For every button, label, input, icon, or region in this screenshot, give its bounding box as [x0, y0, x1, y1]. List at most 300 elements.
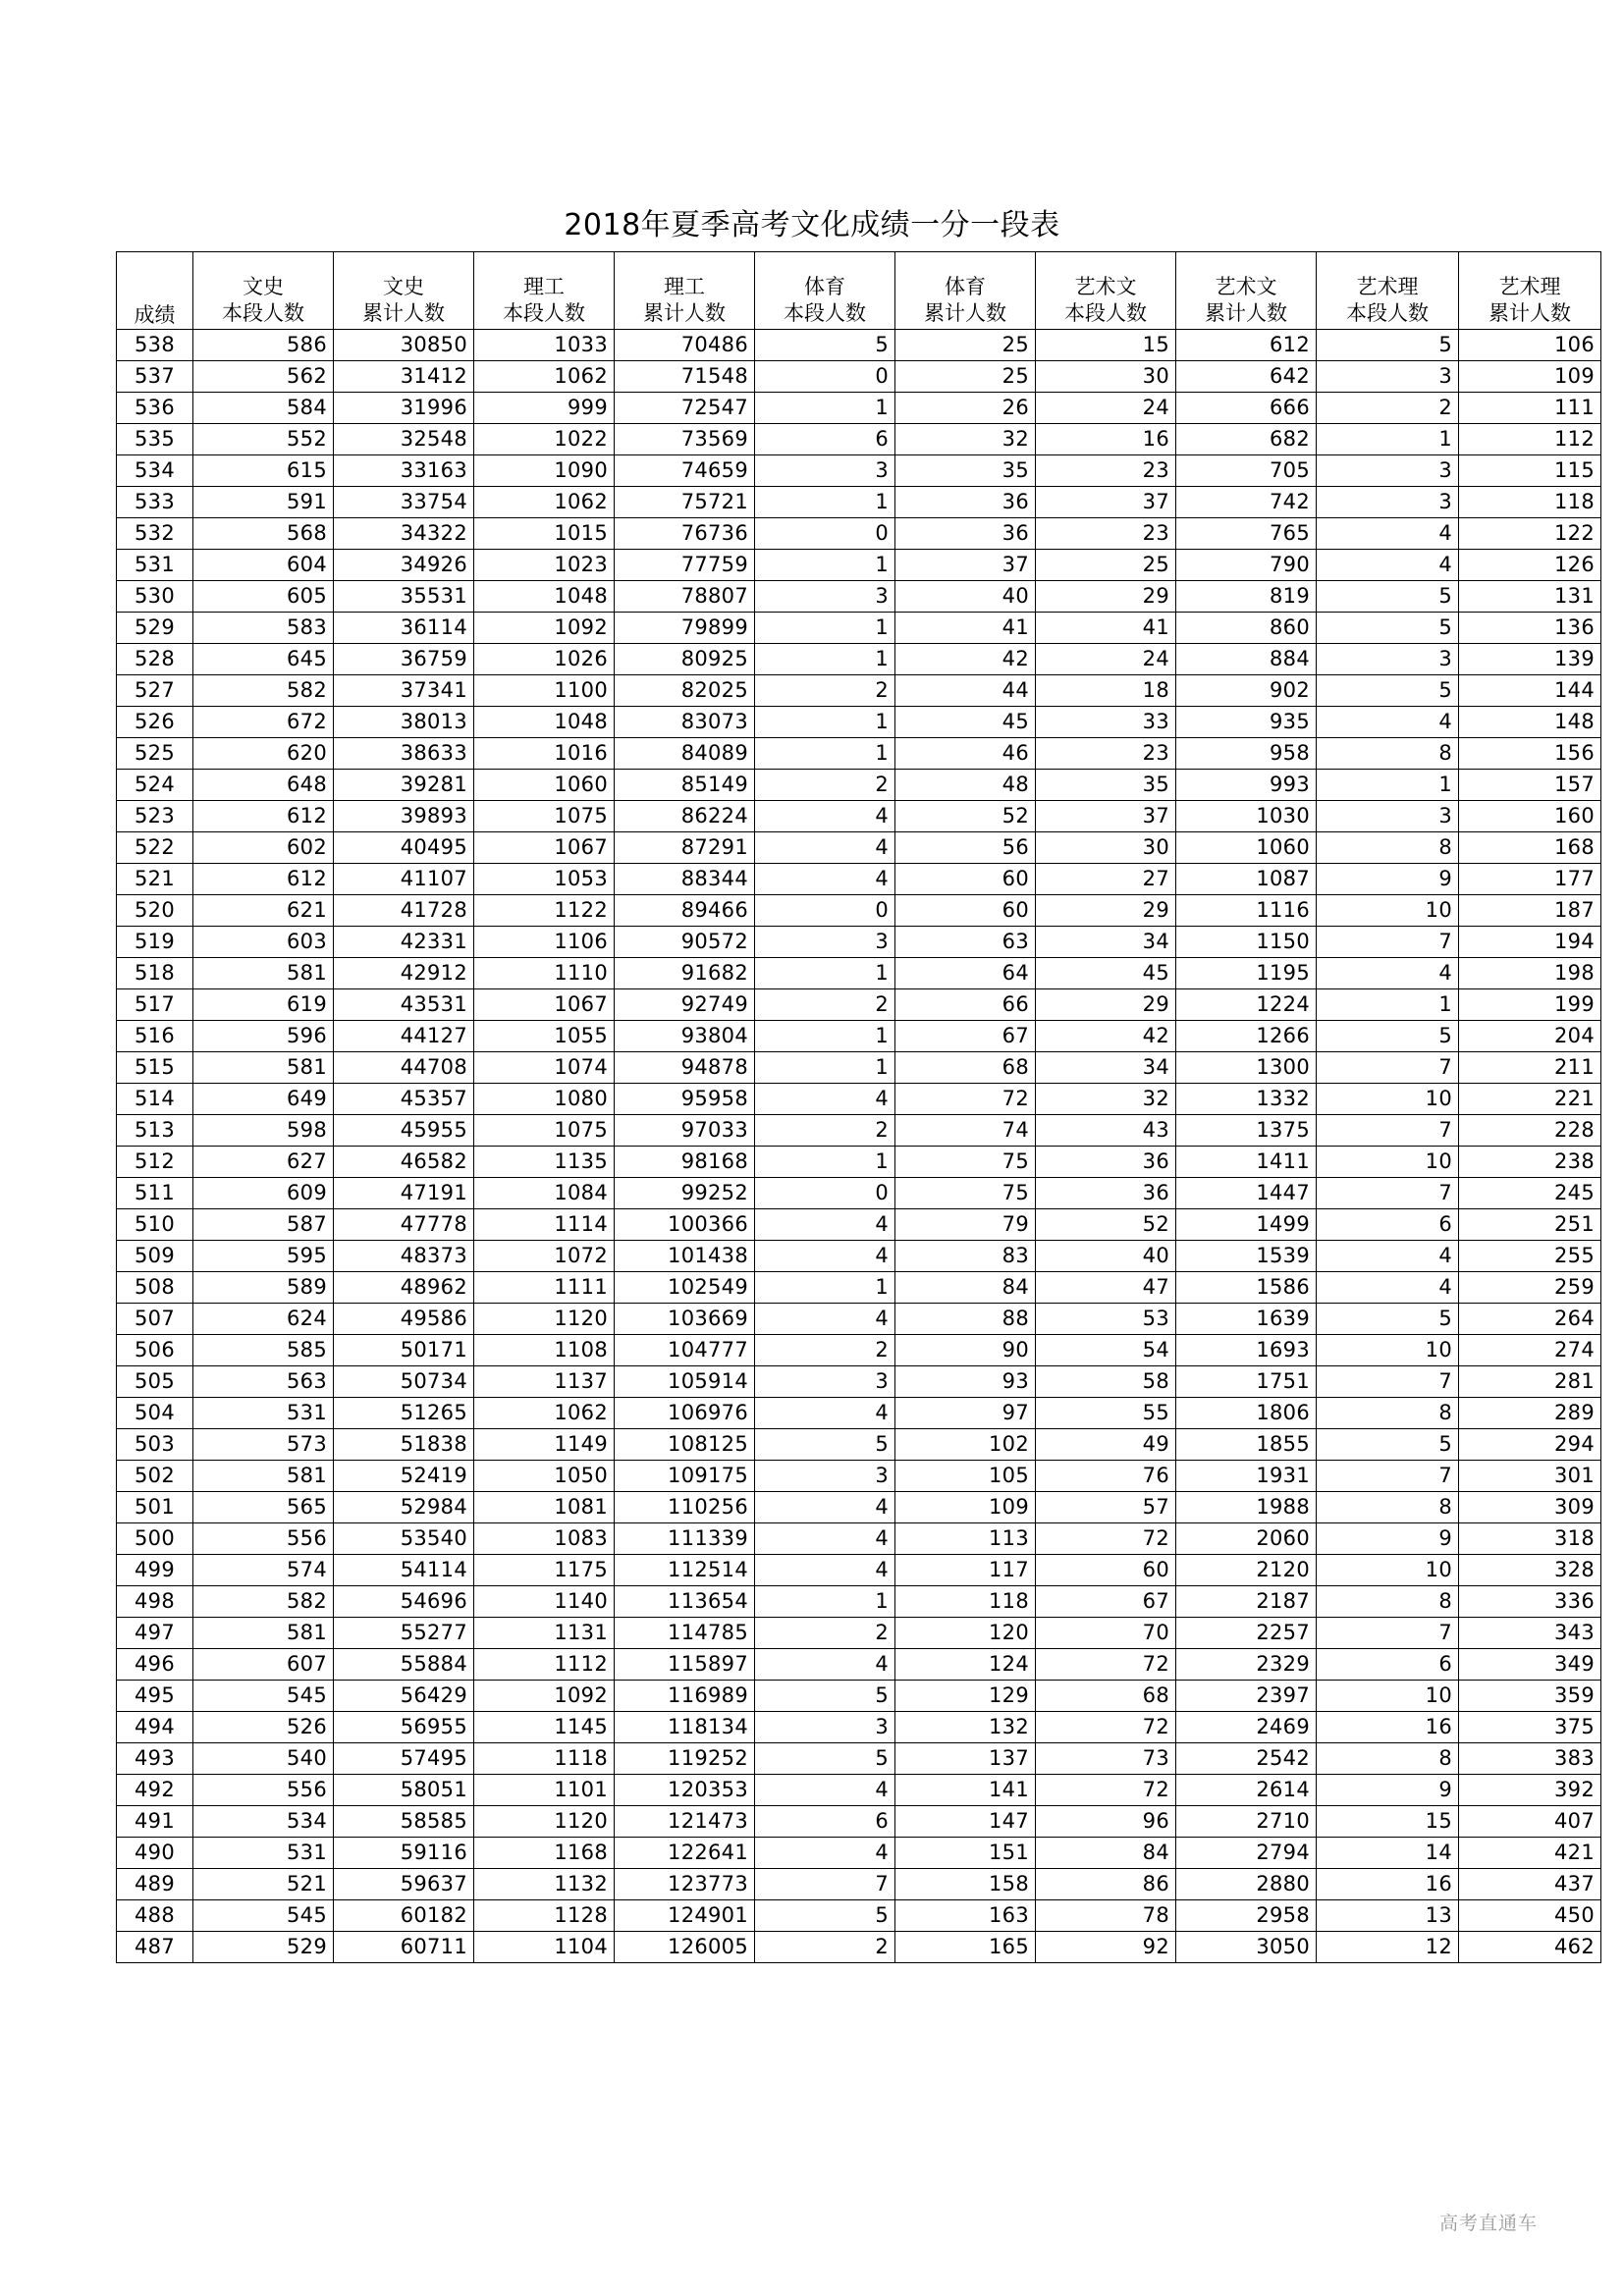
cell-ws_seg: 562 [193, 361, 334, 393]
cell-ty_cum: 165 [895, 1932, 1036, 1963]
cell-lg_cum: 113654 [615, 1586, 755, 1618]
column-header-sub: 本段人数 [1346, 301, 1429, 326]
cell-ty_seg: 4 [755, 1209, 895, 1241]
cell-lg_cum: 86224 [615, 801, 755, 832]
cell-ws_seg: 582 [193, 675, 334, 707]
cell-yw_seg: 70 [1036, 1618, 1176, 1649]
table-row [117, 801, 1601, 832]
cell-yl_seg: 6 [1317, 1649, 1459, 1681]
cell-lg_seg: 1100 [474, 675, 615, 707]
cell-ty_cum: 44 [895, 675, 1036, 707]
cell-ws_seg: 581 [193, 1052, 334, 1084]
cell-yw_cum: 742 [1176, 487, 1317, 518]
cell-ws_cum: 51265 [334, 1398, 474, 1429]
cell-yl_cum: 228 [1459, 1115, 1601, 1147]
column-header-sub: 累计人数 [643, 301, 726, 326]
column-header-group: 体育 [804, 275, 845, 299]
cell-lg_seg: 1092 [474, 613, 615, 644]
cell-lg_cum: 126005 [615, 1932, 755, 1963]
cell-lg_seg: 1104 [474, 1932, 615, 1963]
column-header-group: 艺术文 [1215, 275, 1277, 299]
cell-lg_cum: 114785 [615, 1618, 755, 1649]
cell-lg_seg: 1137 [474, 1366, 615, 1398]
cell-lg_seg: 1055 [474, 1021, 615, 1052]
cell-ty_cum: 84 [895, 1272, 1036, 1304]
table-row [117, 1618, 1601, 1649]
cell-ty_seg: 5 [755, 1743, 895, 1775]
cell-ty_seg: 4 [755, 1649, 895, 1681]
cell-lg_seg: 1062 [474, 1398, 615, 1429]
cell-ty_cum: 147 [895, 1806, 1036, 1838]
cell-yl_cum: 168 [1459, 832, 1601, 864]
cell-ty_seg: 3 [755, 1712, 895, 1743]
cell-ws_seg: 556 [193, 1775, 334, 1806]
cell-yl_cum: 131 [1459, 581, 1601, 613]
cell-yl_cum: 259 [1459, 1272, 1601, 1304]
cell-yl_seg: 5 [1317, 1304, 1459, 1335]
cell-ty_cum: 129 [895, 1681, 1036, 1712]
cell-score: 494 [117, 1712, 193, 1743]
cell-ty_cum: 132 [895, 1712, 1036, 1743]
cell-yw_seg: 41 [1036, 613, 1176, 644]
cell-lg_seg: 1145 [474, 1712, 615, 1743]
cell-ws_seg: 521 [193, 1869, 334, 1900]
table-row [117, 1523, 1601, 1555]
column-header-yl_seg [1317, 252, 1459, 330]
cell-ws_seg: 607 [193, 1649, 334, 1681]
cell-yl_cum: 187 [1459, 895, 1601, 927]
column-header-ws_seg [193, 252, 334, 330]
cell-lg_seg: 1168 [474, 1838, 615, 1869]
cell-ty_seg: 4 [755, 1523, 895, 1555]
cell-score: 506 [117, 1335, 193, 1366]
cell-yw_cum: 819 [1176, 581, 1317, 613]
cell-yl_cum: 144 [1459, 675, 1601, 707]
cell-ty_cum: 117 [895, 1555, 1036, 1586]
column-header-group: 艺术理 [1356, 275, 1419, 299]
cell-yw_seg: 37 [1036, 487, 1176, 518]
cell-lg_seg: 1131 [474, 1618, 615, 1649]
cell-score: 508 [117, 1272, 193, 1304]
table-row [117, 550, 1601, 581]
table-row [117, 1900, 1601, 1932]
cell-ws_seg: 598 [193, 1115, 334, 1147]
cell-ty_seg: 2 [755, 1115, 895, 1147]
cell-ty_cum: 67 [895, 1021, 1036, 1052]
cell-ty_seg: 4 [755, 1398, 895, 1429]
cell-ws_cum: 40495 [334, 832, 474, 864]
cell-ws_seg: 645 [193, 644, 334, 675]
column-header-group: 文史 [383, 275, 424, 299]
cell-yl_seg: 16 [1317, 1869, 1459, 1900]
cell-yl_cum: 160 [1459, 801, 1601, 832]
cell-lg_cum: 123773 [615, 1869, 755, 1900]
cell-score: 527 [117, 675, 193, 707]
cell-yl_cum: 139 [1459, 644, 1601, 675]
cell-ws_seg: 620 [193, 738, 334, 770]
cell-ws_cum: 48373 [334, 1241, 474, 1272]
cell-lg_cum: 108125 [615, 1429, 755, 1461]
cell-score: 536 [117, 393, 193, 424]
cell-score: 507 [117, 1304, 193, 1335]
cell-yw_cum: 2710 [1176, 1806, 1317, 1838]
cell-lg_seg: 1083 [474, 1523, 615, 1555]
cell-yl_seg: 8 [1317, 1398, 1459, 1429]
cell-yl_seg: 10 [1317, 895, 1459, 927]
cell-score: 518 [117, 958, 193, 989]
cell-lg_cum: 88344 [615, 864, 755, 895]
cell-lg_seg: 1106 [474, 927, 615, 958]
cell-ty_seg: 6 [755, 1806, 895, 1838]
cell-lg_cum: 120353 [615, 1775, 755, 1806]
cell-yl_seg: 7 [1317, 927, 1459, 958]
cell-ty_seg: 2 [755, 770, 895, 801]
cell-yw_seg: 34 [1036, 1052, 1176, 1084]
cell-ty_cum: 137 [895, 1743, 1036, 1775]
column-header-group: 体育 [945, 275, 986, 299]
cell-ty_seg: 1 [755, 487, 895, 518]
cell-yw_seg: 18 [1036, 675, 1176, 707]
cell-ty_seg: 4 [755, 1492, 895, 1523]
cell-lg_cum: 103669 [615, 1304, 755, 1335]
cell-ws_cum: 47191 [334, 1178, 474, 1209]
cell-ws_seg: 565 [193, 1492, 334, 1523]
cell-yw_seg: 24 [1036, 393, 1176, 424]
cell-lg_seg: 1114 [474, 1209, 615, 1241]
cell-yl_seg: 4 [1317, 550, 1459, 581]
cell-score: 490 [117, 1838, 193, 1869]
cell-yl_cum: 118 [1459, 487, 1601, 518]
cell-yl_seg: 9 [1317, 1523, 1459, 1555]
cell-yw_seg: 86 [1036, 1869, 1176, 1900]
cell-yw_cum: 790 [1176, 550, 1317, 581]
page-title: 2018年夏季高考文化成绩一分一段表 [564, 208, 1060, 242]
cell-score: 503 [117, 1429, 193, 1461]
cell-yw_cum: 2329 [1176, 1649, 1317, 1681]
cell-yw_seg: 43 [1036, 1115, 1176, 1147]
cell-yw_seg: 47 [1036, 1272, 1176, 1304]
cell-yl_seg: 9 [1317, 864, 1459, 895]
cell-ty_seg: 4 [755, 864, 895, 895]
cell-yw_seg: 72 [1036, 1775, 1176, 1806]
cell-score: 489 [117, 1869, 193, 1900]
table-row [117, 927, 1601, 958]
cell-ty_cum: 26 [895, 393, 1036, 424]
table-row [117, 675, 1601, 707]
cell-yl_cum: 204 [1459, 1021, 1601, 1052]
cell-yl_seg: 9 [1317, 1775, 1459, 1806]
cell-lg_cum: 75721 [615, 487, 755, 518]
cell-yw_seg: 68 [1036, 1681, 1176, 1712]
cell-yl_cum: 301 [1459, 1461, 1601, 1492]
cell-ws_seg: 540 [193, 1743, 334, 1775]
cell-yw_seg: 42 [1036, 1021, 1176, 1052]
cell-lg_seg: 1062 [474, 361, 615, 393]
cell-yl_cum: 177 [1459, 864, 1601, 895]
cell-ws_cum: 37341 [334, 675, 474, 707]
cell-lg_cum: 92749 [615, 989, 755, 1021]
cell-lg_seg: 1122 [474, 895, 615, 927]
cell-ws_seg: 596 [193, 1021, 334, 1052]
cell-ty_seg: 4 [755, 832, 895, 864]
cell-ty_cum: 75 [895, 1147, 1036, 1178]
cell-lg_seg: 1016 [474, 738, 615, 770]
cell-lg_seg: 1112 [474, 1649, 615, 1681]
cell-yl_cum: 318 [1459, 1523, 1601, 1555]
cell-yl_seg: 8 [1317, 738, 1459, 770]
cell-score: 528 [117, 644, 193, 675]
cell-yl_seg: 4 [1317, 707, 1459, 738]
cell-lg_cum: 85149 [615, 770, 755, 801]
cell-yl_cum: 383 [1459, 1743, 1601, 1775]
cell-ty_cum: 120 [895, 1618, 1036, 1649]
cell-ty_seg: 3 [755, 927, 895, 958]
cell-score: 495 [117, 1681, 193, 1712]
cell-yw_seg: 40 [1036, 1241, 1176, 1272]
cell-yw_seg: 36 [1036, 1178, 1176, 1209]
cell-yw_cum: 1266 [1176, 1021, 1317, 1052]
cell-yw_seg: 72 [1036, 1649, 1176, 1681]
cell-ws_seg: 627 [193, 1147, 334, 1178]
cell-ty_cum: 118 [895, 1586, 1036, 1618]
cell-yl_seg: 7 [1317, 1052, 1459, 1084]
table-header-row [117, 252, 1601, 330]
cell-lg_seg: 1101 [474, 1775, 615, 1806]
cell-yl_cum: 221 [1459, 1084, 1601, 1115]
cell-ty_seg: 1 [755, 1147, 895, 1178]
table-row [117, 1869, 1601, 1900]
cell-ws_cum: 34322 [334, 518, 474, 550]
cell-score: 488 [117, 1900, 193, 1932]
cell-yl_seg: 5 [1317, 1021, 1459, 1052]
table-row [117, 864, 1601, 895]
cell-lg_cum: 94878 [615, 1052, 755, 1084]
cell-yl_seg: 13 [1317, 1900, 1459, 1932]
cell-ws_cum: 39893 [334, 801, 474, 832]
column-header-yw_seg [1036, 252, 1176, 330]
watermark: 高考直通车 [1438, 2213, 1538, 2234]
cell-ty_cum: 63 [895, 927, 1036, 958]
cell-lg_seg: 1149 [474, 1429, 615, 1461]
cell-ws_cum: 52419 [334, 1461, 474, 1492]
column-header-group: 艺术理 [1498, 275, 1561, 299]
cell-ws_cum: 45357 [334, 1084, 474, 1115]
table-row [117, 1398, 1601, 1429]
cell-ty_cum: 97 [895, 1398, 1036, 1429]
table-row [117, 581, 1601, 613]
cell-ws_seg: 574 [193, 1555, 334, 1586]
cell-ws_seg: 648 [193, 770, 334, 801]
cell-ws_cum: 39281 [334, 770, 474, 801]
cell-score: 522 [117, 832, 193, 864]
cell-lg_seg: 1118 [474, 1743, 615, 1775]
cell-yw_seg: 60 [1036, 1555, 1176, 1586]
column-header-sub: 本段人数 [1064, 301, 1147, 326]
cell-ty_seg: 1 [755, 1586, 895, 1618]
cell-yl_seg: 7 [1317, 1115, 1459, 1147]
cell-yl_cum: 336 [1459, 1586, 1601, 1618]
cell-score: 532 [117, 518, 193, 550]
cell-lg_seg: 1074 [474, 1052, 615, 1084]
cell-ty_cum: 113 [895, 1523, 1036, 1555]
cell-ty_seg: 2 [755, 1335, 895, 1366]
table-row [117, 1712, 1601, 1743]
table-row [117, 707, 1601, 738]
cell-lg_cum: 70486 [615, 330, 755, 361]
column-header-text [1317, 274, 1458, 327]
cell-yw_seg: 49 [1036, 1429, 1176, 1461]
cell-ws_seg: 589 [193, 1272, 334, 1304]
cell-ty_cum: 35 [895, 455, 1036, 487]
cell-lg_seg: 1090 [474, 455, 615, 487]
cell-yw_cum: 1855 [1176, 1429, 1317, 1461]
cell-yw_seg: 23 [1036, 738, 1176, 770]
cell-ty_cum: 158 [895, 1869, 1036, 1900]
cell-yl_seg: 4 [1317, 1272, 1459, 1304]
cell-score: 523 [117, 801, 193, 832]
cell-lg_seg: 1081 [474, 1492, 615, 1523]
cell-yl_seg: 3 [1317, 455, 1459, 487]
column-header-ty_seg [755, 252, 895, 330]
cell-ty_cum: 124 [895, 1649, 1036, 1681]
cell-yw_seg: 35 [1036, 770, 1176, 801]
cell-ty_cum: 79 [895, 1209, 1036, 1241]
cell-ws_seg: 649 [193, 1084, 334, 1115]
cell-yw_cum: 1375 [1176, 1115, 1317, 1147]
cell-lg_cum: 101438 [615, 1241, 755, 1272]
cell-lg_seg: 1062 [474, 487, 615, 518]
cell-ws_seg: 581 [193, 1618, 334, 1649]
cell-score: 515 [117, 1052, 193, 1084]
cell-yl_cum: 148 [1459, 707, 1601, 738]
cell-lg_cum: 116989 [615, 1681, 755, 1712]
column-header-text [755, 274, 894, 327]
cell-ty_seg: 6 [755, 424, 895, 455]
cell-yw_cum: 612 [1176, 330, 1317, 361]
table-row [117, 1492, 1601, 1523]
cell-ws_seg: 587 [193, 1209, 334, 1241]
cell-ws_cum: 44708 [334, 1052, 474, 1084]
table-row [117, 1178, 1601, 1209]
cell-ws_cum: 55277 [334, 1618, 474, 1649]
table-body [117, 330, 1601, 1963]
cell-ty_seg: 0 [755, 518, 895, 550]
cell-ty_seg: 5 [755, 1429, 895, 1461]
cell-yw_cum: 2397 [1176, 1681, 1317, 1712]
cell-score: 492 [117, 1775, 193, 1806]
cell-ws_seg: 573 [193, 1429, 334, 1461]
cell-lg_seg: 1132 [474, 1869, 615, 1900]
cell-yw_cum: 1806 [1176, 1398, 1317, 1429]
cell-ws_seg: 581 [193, 958, 334, 989]
cell-yl_cum: 392 [1459, 1775, 1601, 1806]
cell-yl_cum: 328 [1459, 1555, 1601, 1586]
table-row [117, 958, 1601, 989]
cell-score: 520 [117, 895, 193, 927]
cell-ty_seg: 3 [755, 1366, 895, 1398]
cell-yl_seg: 3 [1317, 487, 1459, 518]
cell-yw_cum: 884 [1176, 644, 1317, 675]
cell-ty_seg: 4 [755, 1084, 895, 1115]
cell-yw_seg: 32 [1036, 1084, 1176, 1115]
table-row [117, 895, 1601, 927]
cell-score: 521 [117, 864, 193, 895]
cell-yw_seg: 24 [1036, 644, 1176, 675]
cell-ws_seg: 529 [193, 1932, 334, 1963]
cell-ws_cum: 58585 [334, 1806, 474, 1838]
cell-yw_cum: 2614 [1176, 1775, 1317, 1806]
cell-ws_seg: 531 [193, 1398, 334, 1429]
cell-ty_cum: 64 [895, 958, 1036, 989]
cell-ws_seg: 612 [193, 864, 334, 895]
cell-yl_seg: 10 [1317, 1335, 1459, 1366]
cell-yl_seg: 5 [1317, 675, 1459, 707]
column-header-lg_cum [615, 252, 755, 330]
cell-yw_seg: 72 [1036, 1712, 1176, 1743]
cell-ty_seg: 4 [755, 801, 895, 832]
cell-yw_seg: 72 [1036, 1523, 1176, 1555]
cell-yl_seg: 8 [1317, 832, 1459, 864]
cell-ws_seg: 568 [193, 518, 334, 550]
cell-yw_seg: 34 [1036, 927, 1176, 958]
cell-lg_cum: 77759 [615, 550, 755, 581]
cell-lg_seg: 1120 [474, 1806, 615, 1838]
cell-ws_seg: 621 [193, 895, 334, 927]
cell-yl_cum: 251 [1459, 1209, 1601, 1241]
column-header-sub: 本段人数 [222, 301, 304, 326]
column-header-sub: 累计人数 [362, 301, 445, 326]
table-row [117, 1775, 1601, 1806]
table-row [117, 1084, 1601, 1115]
cell-ty_cum: 74 [895, 1115, 1036, 1147]
table-row [117, 1304, 1601, 1335]
cell-yl_cum: 407 [1459, 1806, 1601, 1838]
cell-yl_seg: 4 [1317, 1241, 1459, 1272]
cell-lg_seg: 1053 [474, 864, 615, 895]
cell-ws_seg: 545 [193, 1681, 334, 1712]
cell-yw_seg: 57 [1036, 1492, 1176, 1523]
cell-lg_cum: 100366 [615, 1209, 755, 1241]
cell-yw_seg: 37 [1036, 801, 1176, 832]
table-row [117, 1806, 1601, 1838]
cell-yw_cum: 1030 [1176, 801, 1317, 832]
cell-ws_cum: 47778 [334, 1209, 474, 1241]
cell-lg_cum: 98168 [615, 1147, 755, 1178]
table-row [117, 1932, 1601, 1963]
cell-yl_seg: 5 [1317, 330, 1459, 361]
cell-ty_seg: 1 [755, 958, 895, 989]
cell-yl_cum: 245 [1459, 1178, 1601, 1209]
cell-lg_cum: 102549 [615, 1272, 755, 1304]
cell-yl_seg: 6 [1317, 1209, 1459, 1241]
cell-ty_cum: 32 [895, 424, 1036, 455]
cell-yw_cum: 1751 [1176, 1366, 1317, 1398]
cell-ws_seg: 563 [193, 1366, 334, 1398]
column-header-text [615, 274, 754, 327]
cell-ty_cum: 52 [895, 801, 1036, 832]
cell-yw_seg: 30 [1036, 361, 1176, 393]
table-row [117, 518, 1601, 550]
cell-yw_seg: 54 [1036, 1335, 1176, 1366]
cell-yw_cum: 2542 [1176, 1743, 1317, 1775]
cell-ws_seg: 581 [193, 1461, 334, 1492]
cell-ws_cum: 31996 [334, 393, 474, 424]
column-header-ws_cum [334, 252, 474, 330]
cell-yl_cum: 115 [1459, 455, 1601, 487]
table-row [117, 770, 1601, 801]
cell-lg_cum: 112514 [615, 1555, 755, 1586]
table-row [117, 1681, 1601, 1712]
